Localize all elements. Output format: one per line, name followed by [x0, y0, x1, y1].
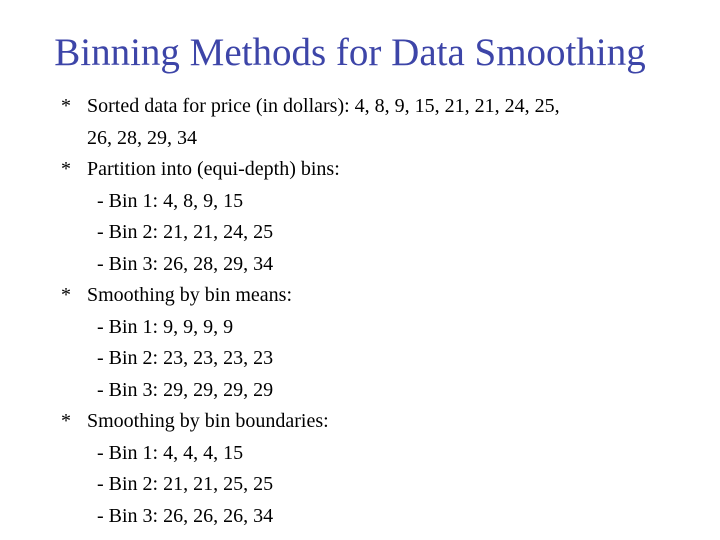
bullet-marker: *: [61, 158, 71, 180]
sub-item-bin-3: - Bin 3: 26, 26, 26, 34: [97, 504, 274, 527]
sub-item-bin-1: - Bin 1: 9, 9, 9, 9: [97, 315, 234, 338]
bullet-marker: *: [61, 284, 71, 306]
slide-body: [61, 91, 711, 532]
sub-item-bin-1: - Bin 1: 4, 4, 4, 15: [97, 441, 244, 464]
bullet-text: Partition into (equi-depth) bins:: [87, 158, 340, 180]
sub-item-bin-2: - Bin 2: 21, 21, 25, 25: [97, 473, 274, 495]
sub-item-bin-2: - Bin 2: 23, 23, 23, 23: [97, 347, 274, 369]
bullet-item-partition: [61, 154, 711, 186]
bullet-text: Smoothing by bin means:: [87, 284, 292, 306]
bullet-marker: *: [61, 410, 71, 432]
bullet-text-line2: 26, 28, 29, 34: [87, 126, 197, 149]
bullet-marker: *: [61, 95, 71, 117]
slide-title: Binning Methods for Data Smoothing: [54, 31, 646, 74]
bullet-text-continuation: [61, 123, 711, 155]
sub-item-bin-1: - Bin 1: 4, 8, 9, 15: [97, 189, 244, 212]
bullet-item-bin-boundaries: [61, 406, 711, 438]
bullet-text: Smoothing by bin boundaries:: [87, 410, 329, 432]
sub-item-bin-3: - Bin 3: 26, 28, 29, 34: [97, 252, 274, 275]
bullet-text: Sorted data for price (in dollars): 4, 8, 9, 15, 21, 21, 24, 25,: [87, 95, 560, 117]
sub-item-bin-3: - Bin 3: 29, 29, 29, 29: [97, 378, 274, 401]
sub-item-bin-2: - Bin 2: 21, 21, 24, 25: [97, 221, 274, 243]
bullet-item-bin-means: [61, 280, 711, 312]
bullet-item-sorted-data: [61, 91, 711, 123]
